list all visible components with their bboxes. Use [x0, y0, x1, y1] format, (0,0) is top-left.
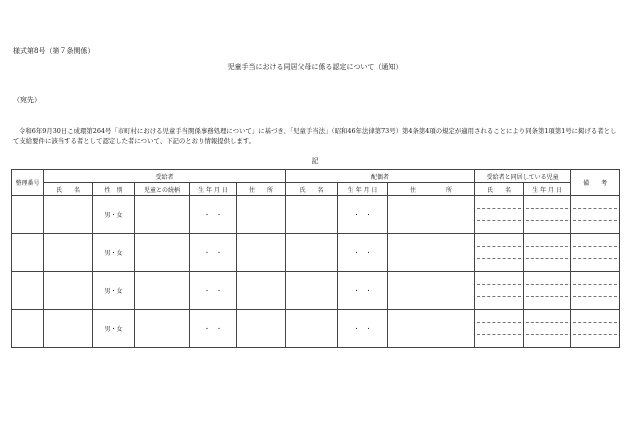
header-biko: 備 考 — [571, 170, 620, 196]
spouse-address-cell — [388, 272, 475, 310]
gender-cell: 男・女 — [93, 234, 135, 272]
notification-table — [11, 169, 620, 348]
dob-cell: ・ ・ — [190, 234, 237, 272]
table-row — [12, 196, 620, 234]
spouse-name-cell — [286, 310, 338, 348]
spouse-address-cell — [388, 234, 475, 272]
gender-cell: 男・女 — [93, 310, 135, 348]
header-haigusha-seinengappi: 生 年 月 日 — [338, 183, 388, 196]
child-dob-cell — [524, 272, 571, 310]
header-jido-seinengappi: 生 年 月 日 — [524, 183, 571, 196]
relation-cell — [135, 310, 190, 348]
seiri-cell — [12, 234, 44, 272]
header-shimei: 氏 名 — [44, 183, 93, 196]
table-row — [12, 272, 620, 310]
name-cell — [44, 310, 93, 348]
header-haigusha-shimei: 氏 名 — [286, 183, 338, 196]
header-jukyusha: 受給者 — [44, 170, 286, 183]
child-dob-cell — [524, 196, 571, 234]
spouse-dob-cell: ・ ・ — [338, 196, 388, 234]
remarks-cell — [571, 310, 620, 348]
seiri-cell — [12, 310, 44, 348]
name-cell — [44, 234, 93, 272]
ki-heading: 記 — [311, 157, 319, 165]
relation-cell — [135, 196, 190, 234]
child-name-cell — [475, 310, 524, 348]
seiri-cell — [12, 272, 44, 310]
name-cell — [44, 272, 93, 310]
dob-cell: ・ ・ — [190, 310, 237, 348]
table-row — [12, 310, 620, 348]
spouse-address-cell — [388, 196, 475, 234]
header-haigusha-jusho: 住 所 — [388, 183, 475, 196]
address-cell — [237, 196, 286, 234]
gender-cell: 男・女 — [93, 196, 135, 234]
relation-cell — [135, 272, 190, 310]
dob-cell: ・ ・ — [190, 196, 237, 234]
header-jido-shimei: 氏 名 — [475, 183, 524, 196]
header-haigusha: 配偶者 — [286, 170, 475, 183]
header-dokyo-jido: 受給者と同居している児童 — [475, 170, 571, 183]
header-seibetsu: 性 別 — [93, 183, 135, 196]
seiri-cell — [12, 196, 44, 234]
form-number: 様式第8号（第７条関係） — [13, 47, 95, 55]
spouse-dob-cell: ・ ・ — [338, 272, 388, 310]
child-dob-cell — [524, 234, 571, 272]
spouse-name-cell — [286, 196, 338, 234]
child-name-cell — [475, 272, 524, 310]
dob-cell: ・ ・ — [190, 272, 237, 310]
child-name-cell — [475, 234, 524, 272]
table-row — [12, 234, 620, 272]
header-seiri: 整理番号 — [12, 170, 44, 196]
document-title: 児童手当における同居父母に係る認定について（通知） — [227, 63, 403, 71]
remarks-cell — [571, 272, 620, 310]
header-zokugara: 児童との続柄 — [135, 183, 190, 196]
remarks-cell — [571, 234, 620, 272]
gender-cell: 男・女 — [93, 272, 135, 310]
name-cell — [44, 196, 93, 234]
header-jusho: 住 所 — [237, 183, 286, 196]
spouse-name-cell — [286, 272, 338, 310]
addressee: （宛先） — [13, 96, 41, 104]
child-name-cell — [475, 196, 524, 234]
address-cell — [237, 234, 286, 272]
spouse-address-cell — [388, 310, 475, 348]
spouse-dob-cell: ・ ・ — [338, 310, 388, 348]
spouse-dob-cell: ・ ・ — [338, 234, 388, 272]
relation-cell — [135, 234, 190, 272]
address-cell — [237, 272, 286, 310]
header-seinengappi: 生 年 月 日 — [190, 183, 237, 196]
child-dob-cell — [524, 310, 571, 348]
spouse-name-cell — [286, 234, 338, 272]
remarks-cell — [571, 196, 620, 234]
body-paragraph: 令和6年9月30日こ成環第264号「市町村における児童手当関係事務処理について」に基づき、「児童手当法」（昭和46年法律第73号）第4条第4項の規定が適用されることにより同条第1項第1号に掲げる者として支給要件に該当する者として認定した者について、下記のとおり情報提供します。 — [13, 127, 617, 145]
address-cell — [237, 310, 286, 348]
